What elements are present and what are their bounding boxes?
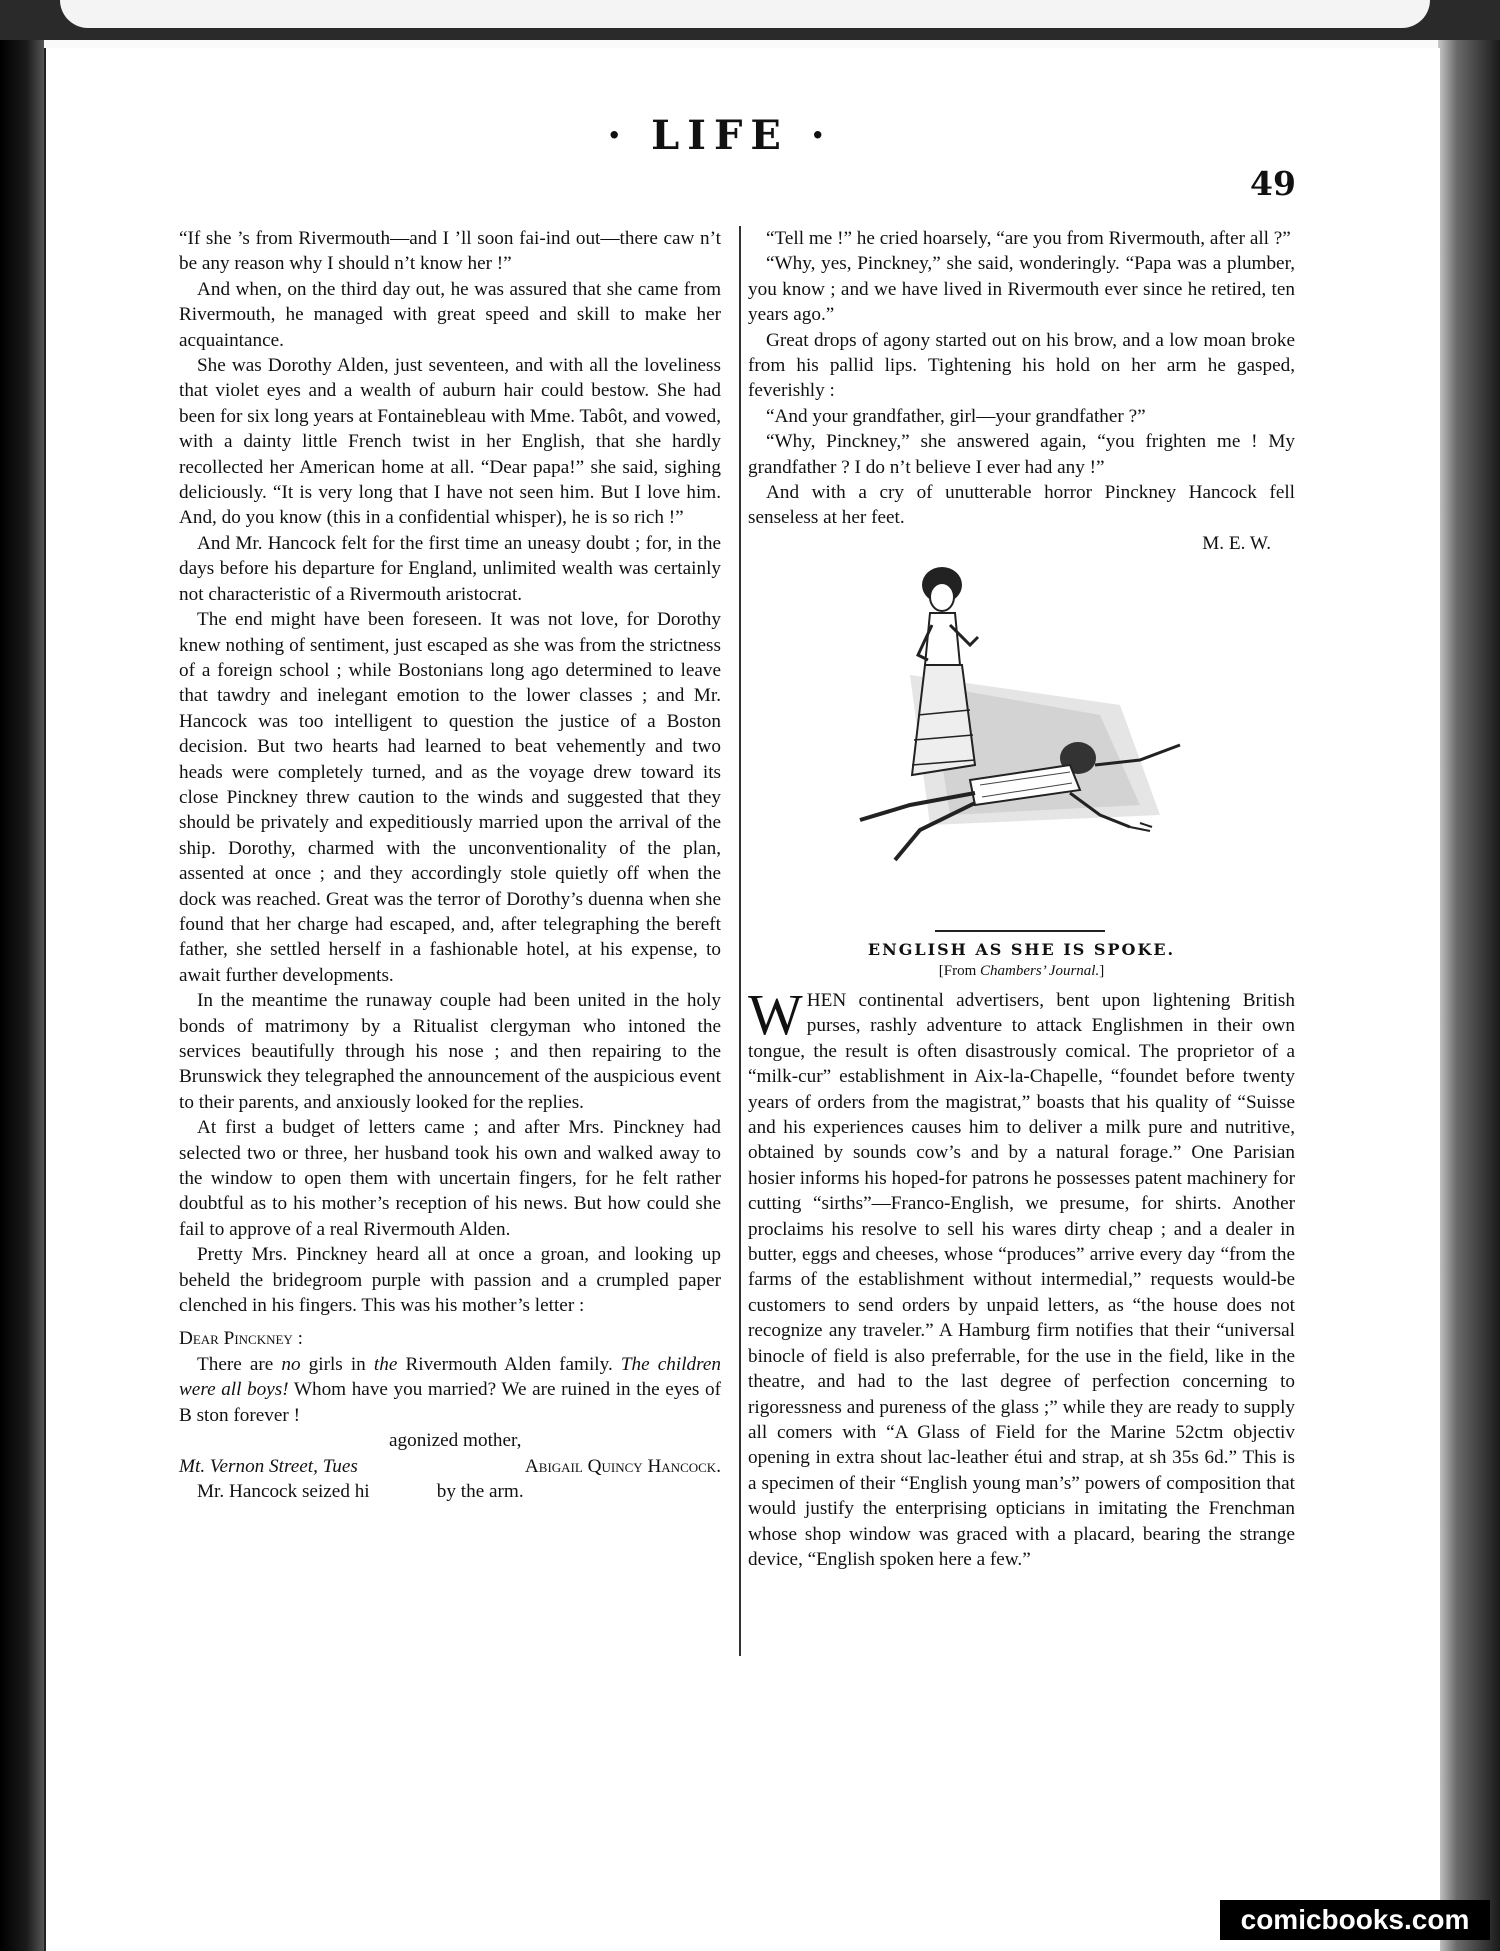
letter-salutation: Dear Pinckney : (179, 1328, 303, 1350)
right-column (748, 226, 1295, 556)
page-edge-shadow (1438, 40, 1500, 1951)
source-prefix: [From (938, 963, 981, 979)
article-title: ENGLISH AS SHE IS SPOKE. (867, 940, 1176, 959)
letter-footer (179, 1454, 721, 1479)
story-paragraph: And when, on the third day out, he was assured that she came from Rivermouth, he managed with great speed and skill to make her acquaintance. (179, 278, 721, 351)
story-paragraph: “Tell me !” he cried hoarsely, “are you from Rivermouth, after all ?” (766, 228, 1291, 249)
letter-emphasis: no (281, 1353, 301, 1375)
article-source (748, 963, 1295, 980)
source-suffix: ] (1099, 963, 1105, 979)
left-column (179, 226, 721, 1504)
story-paragraph: She was Dorothy Alden, just seventeen, and with all the loveliness that violet eyes and a wealth of auburn hair could bestow. She had been for six long years at Fontainebleau with Mme. Tabôt, and vowed, with a dainty little French twist in her English, that she hardly recollected her American home at all. “Dear papa!” she said, sighing deliciously. “It is very long that I have not seen him. But I love him. And, do you know (this in a confidential whisper), he is so rich !” (179, 355, 721, 529)
story-paragraph: The end might have been foreseen. It was not love, for Dorothy knew nothing of sentiment, just escaped as she was from the strictness of a foreign school ; while Bostonians long ago determined to leave that tawdry and inelegant emotion to the lower classes ; and Mr. Hancock was too intelligent to question the justice of a Boston decision. But two hearts had learned to beat vehemently and two heads were completely turned, and as the voyage drew toward its close Pinckney threw caution to the winds and suggested that they should be privately and expeditiously married upon the arrival of the ship. Dorothy, charmed with the unconventionality of the plan, assented at once ; and they accordingly stole quietly off when the dock was reached. Great was the terror of Dorothy’s duenna when she found that her charge had escaped, and, after telegraphing the bereft father, she settled herself in a fashionable hotel, at his expense, to await further developments. (179, 609, 721, 986)
article-rule (935, 930, 1105, 932)
author-initials: M. E. W. (1202, 532, 1271, 554)
letter-signature: Abigail Quincy Hancock. (524, 1455, 721, 1477)
story-paragraph: And Mr. Hancock felt for the first time an uneasy doubt ; for, in the days before his departure for England, unlimited wealth was certainly not characteristic of a Rivermouth aristocrat. (179, 532, 721, 605)
column-rule (739, 226, 741, 1656)
fainting-illustration (800, 565, 1240, 885)
previous-page-edge (0, 0, 1500, 40)
binding-shadow (0, 40, 44, 1951)
story-paragraph: “Why, yes, Pinckney,” she said, wonderingly. “Papa was a plumber, you know ; and we have lived in Rivermouth ever since he retired, ten years ago.” (748, 253, 1295, 326)
story-paragraph: Great drops of agony started out on his brow, and a low moan broke from his pallid lips. Tightening his hold on her arm he gasped, feverishly : (748, 329, 1295, 402)
letter-body (179, 1352, 721, 1428)
page-number: 49 (1250, 164, 1296, 203)
article-body (748, 982, 1295, 1572)
story-paragraph: “And your grandfather, girl—your grandfather ?” (766, 405, 1146, 427)
letter-text: girls in (300, 1353, 374, 1375)
letter-text: There are (197, 1353, 282, 1375)
letter-emphasis: the (373, 1353, 398, 1375)
watermark-logo: comicbooks.com (1220, 1900, 1490, 1940)
source-name: Chambers’ Journal. (980, 963, 1100, 979)
masthead-title: · LIFE · (607, 112, 833, 159)
story-paragraph: At first a budget of letters came ; and after Mrs. Pinckney had selected two or three, her husband took his own and walked away to the window to open them with uncertain fingers, for he felt rather doubtful as to his mother’s reception of his news. But how could she fail to approve of a real Rivermouth Alden. (179, 1117, 721, 1240)
letter-place: Mt. Vernon Street, Tues (179, 1455, 358, 1477)
story-paragraph: “Why, Pinckney,” she answered again, “you frighten me ! My grandfather ? I do n’t believe I ever had any !” (748, 431, 1295, 478)
article-text: HEN continental advertisers, bent upon lightening British purses, rashly adventure to attack Englishmen in their own tongue, the result is often disastrously comical. The proprietor of a “milk-cur” establishment in Aix-la-Chapelle, “foundet before twenty years of orders from the magistrat,” boasts that his quality of “Suisse and his experiences causes him to deliver a milk pure and nutritive, obtained by sounds cow’s and by a natural forage.” One Parisian hosier informs his hoped-for patrons he possesses patent machinery for cutting “sirths”—Franco-English, we presume, for shirts. Another proclaims his resolve to sell his wares dirty cheap ; and a dealer in butter, eggs and cheeses, whose “produces” arrive every day “from the farms of the establishment without intermedial,” requests would-be customers to send orders by unpaid letters, as “the house does not recognize any traveler.” A Hamburg firm notifies that their “universal binocle of field is also preferrable, for the use in the field, like in the theatre, and had to the last degree of perfection concerning to rigoressness and pureness of the glass ;” while they are ready to supply all comers with “A Glass of Field for the Marine 52ctm objectiv opening in extra shout lac-leather étui and strap, at sh 35s 6d.” This is a specimen of their “English young man’s” powers of composition that would justify the enterprising opticians in imitating the Frenchman whose shop window was graced with a placard, bearing the strange device, “English spoken here a few.” (748, 990, 1295, 1570)
article-paragraph (748, 982, 1295, 1572)
drop-cap: W (748, 982, 803, 1047)
letter-closing: agonized mother, (389, 1430, 522, 1452)
story-paragraph: “If she ’s from Rivermouth—and I ’ll soon fai-ind out—there caw n’t be any reason why I should n’t know her !” (179, 228, 721, 275)
letter-emphasis: The children were all boys! (179, 1353, 721, 1401)
story-paragraph: And with a cry of unutterable horror Pinckney Hancock fell senseless at her feet. (748, 482, 1295, 529)
letter-text: Rivermouth Alden family. (397, 1353, 621, 1375)
story-paragraph: Pretty Mrs. Pinckney heard all at once a groan, and looking up beheld the bridegroom purple with passion and a crumpled paper clenched in his fingers. This was his mother’s letter : (179, 1244, 721, 1317)
letter-text: Whom have you married? We are ruined in the eyes of B ston forever ! (179, 1379, 721, 1426)
story-paragraph: In the meantime the runaway couple had been united in the holy bonds of matrimony by a Ritualist clergyman who intoned the services beautifully through his nose ; and then repairing to the Brunswick they telegraphed the announcement of the auspicious event to their parents, and anxiously looked for the replies. (179, 990, 721, 1113)
story-final-line: Mr. Hancock seized hi by the arm. (197, 1480, 524, 1502)
